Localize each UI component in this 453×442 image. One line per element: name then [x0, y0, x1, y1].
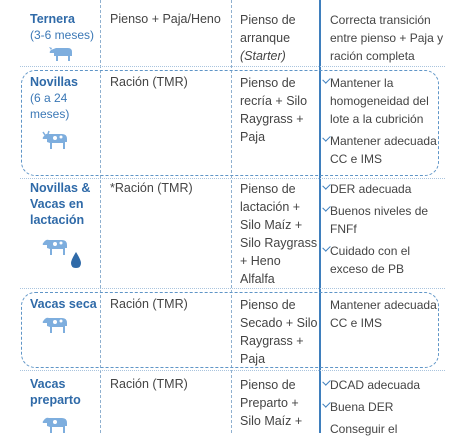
goal-item: Buena DER	[330, 398, 448, 416]
ration-cell: Ración (TMR)	[110, 297, 188, 311]
category-cell	[30, 376, 102, 408]
category-cell	[30, 11, 102, 43]
goal-item: DCAD adecuada	[330, 376, 448, 394]
category-cell	[30, 74, 102, 122]
preparto-cow-icon	[40, 414, 70, 434]
ration-cell: Pienso + Paja/Heno	[110, 12, 221, 26]
feed-cell: Pienso de lactación + Silo Maíz + Silo Raygrass + Heno Alfalfa	[240, 182, 318, 286]
ration-cell: Ración (TMR)	[110, 75, 188, 89]
goal-item: DER adecuada	[330, 180, 448, 198]
category-cell	[30, 296, 102, 312]
category-name: Novillas & Vacas en lactación	[30, 181, 91, 227]
category-name: Novillas	[30, 75, 78, 89]
ration-cell: *Ración (TMR)	[110, 181, 193, 195]
category-cell	[30, 180, 102, 228]
goal-item: Mantener la homogeneidad del lote a la cubrición	[330, 74, 448, 128]
category-name: Ternera	[30, 12, 75, 26]
column-divider	[319, 0, 321, 433]
goal-cell	[330, 296, 448, 336]
goal-cell	[330, 74, 448, 172]
goal-item: Conseguir el	[330, 422, 398, 436]
goal-item: Cuidado con el exceso de PB	[330, 242, 448, 278]
calf-icon	[48, 44, 76, 62]
feed-cell: Pienso de Secado + Silo Raygrass + Paja	[240, 298, 318, 366]
category-sub: (6 a 24 meses)	[30, 91, 70, 121]
feed-cell	[240, 11, 318, 65]
goal-item: Mantener adecuada CC e IMS	[330, 132, 448, 168]
goal-item: Correcta transición entre pienso + Paja y ración completa	[330, 13, 444, 63]
row-divider	[20, 288, 445, 289]
heifer-icon	[40, 130, 70, 150]
category-name: Vacas preparto	[30, 377, 81, 407]
row-divider	[20, 178, 445, 179]
feed-cell: Pienso de Preparto + Silo Maíz +	[240, 378, 303, 428]
row-divider	[20, 370, 445, 371]
feed-italic: (Starter)	[240, 49, 286, 63]
feed-cell: Pienso de recría + Silo Raygrass + Paja	[240, 76, 308, 144]
category-name: Vacas seca	[30, 297, 97, 311]
feed-text: Pienso de arranque	[240, 13, 296, 45]
dry-cow-icon	[40, 314, 70, 334]
goal-item: Buenos niveles de FNFf	[330, 202, 448, 238]
milk-cow-icon	[40, 236, 86, 270]
goal-cell	[330, 376, 448, 442]
goal-item: Mantener adecuada CC e IMS	[330, 298, 437, 330]
category-sub: (3-6 meses)	[30, 28, 95, 42]
ration-cell: Ración (TMR)	[110, 377, 188, 391]
goal-cell	[330, 180, 448, 282]
column-divider	[231, 0, 232, 433]
goal-cell	[330, 11, 448, 69]
